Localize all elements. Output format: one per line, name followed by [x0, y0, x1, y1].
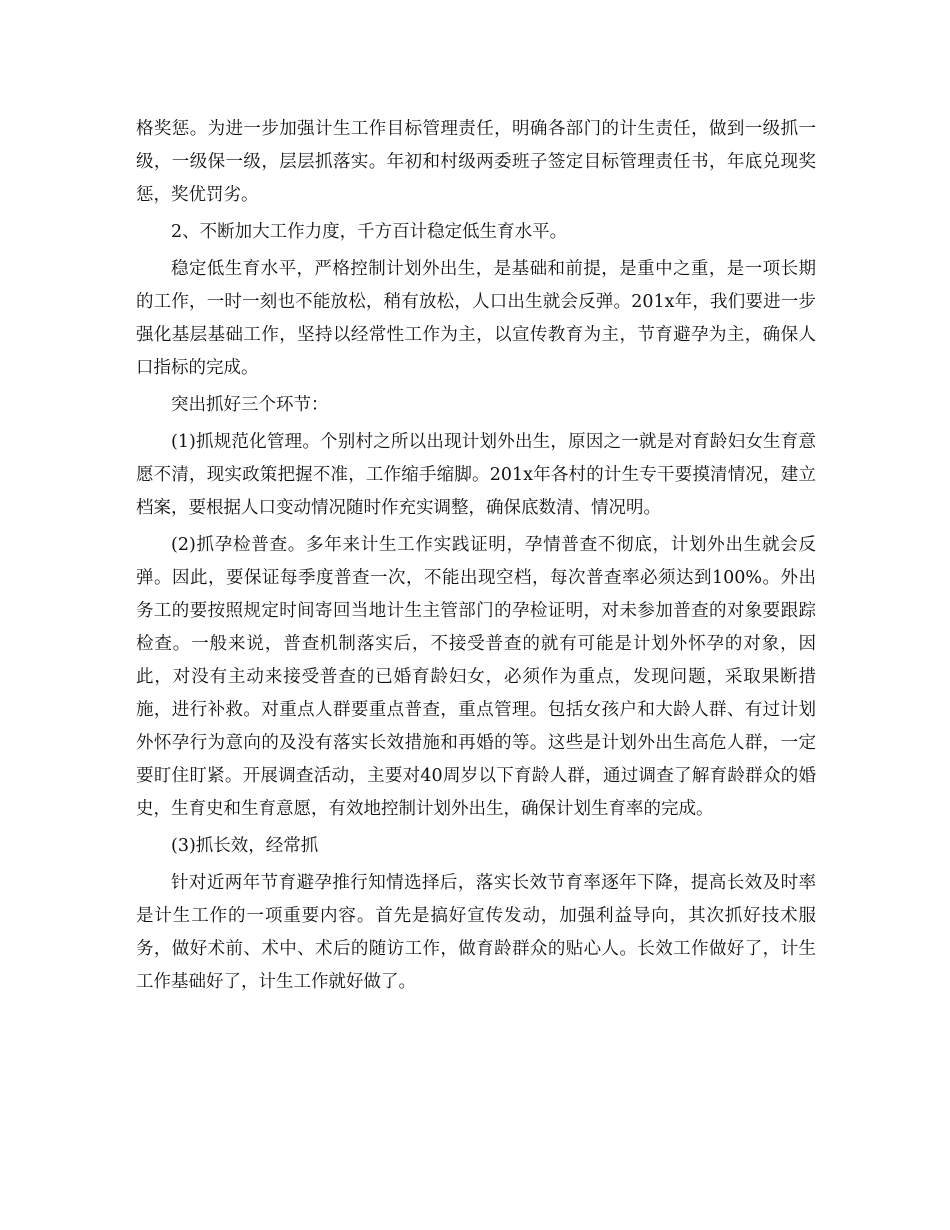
paragraph-reward-punishment: 格奖惩。为进一步加强计生工作目标管理责任，明确各部门的计生责任，做到一级抓一级，一级保一级，层层抓落实。年初和村级两委班子签定目标管理责任书，年底兑现奖惩，奖优罚劣。 [136, 119, 816, 205]
paragraph-three-links: 突出抓好三个环节： [171, 395, 329, 415]
document-body [136, 113, 816, 1003]
section-heading-2: 2、不断加大工作力度，千方百计稳定低生育水平。 [171, 222, 568, 242]
paragraph-item-3-heading: (3)抓长效，经常抓 [171, 836, 319, 856]
paragraph-item-1: (1)抓规范化管理。个别村之所以出现计划外出生，原因之一就是对育龄妇女生育意愿不清，现实政策把握不准，工作缩手缩脚。201x年各村的计生专干要摸清情况，建立档案，要根据人口变动情况随时作充实调整，确保底数清、情况明。 [136, 432, 816, 518]
paragraph-long-term: 针对近两年节育避孕推行知情选择后，落实长效节育率逐年下降，提高长效及时率是计生工作的一项重要内容。首先是搞好宣传发动，加强利益导向，其次抓好技术服务，做好术前、术中、术后的随访工作，做育龄群众的贴心人。长效工作做好了，计生工作基础好了，计生工作就好做了。 [136, 873, 816, 992]
paragraph-item-2: (2)抓孕检普查。多年来计生工作实践证明，孕情普查不彻底，计划外出生就会反弹。因此，要保证每季度普查一次，不能出现空档，每次普查率必须达到100%。外出务工的要按照规定时间寄回当地计生主管部门的孕检证明，对未参加普查的对象要跟踪检查。一般来说，普查机制落实后，不接受普查的就有可能是计划外怀孕的对象，因此，对没有主动来接受普查的已婚育龄妇女，必须作为重点，发现问题，采取果断措施，进行补救。对重点人群要重点普查，重点管理。包括女孩户和大龄人群、有过计划外怀孕行为意向的及没有落实长效措施和再婚的等。这些是计划外出生高危人群，一定要盯住盯紧。开展调查活动，主要对40周岁以下育龄人群，通过调查了解育龄群众的婚史，生育史和生育意愿，有效地控制计划外出生，确保计划生育率的完成。 [136, 535, 816, 819]
paragraph-stable-fertility: 稳定低生育水平，严格控制计划外出生，是基础和前提，是重中之重，是一项长期的工作，一时一刻也不能放松，稍有放松，人口出生就会反弹。201x年，我们要进一步强化基层基础工作，坚持以经常性工作为主，以宣传教育为主，节育避孕为主，确保人口指标的完成。 [136, 259, 816, 378]
